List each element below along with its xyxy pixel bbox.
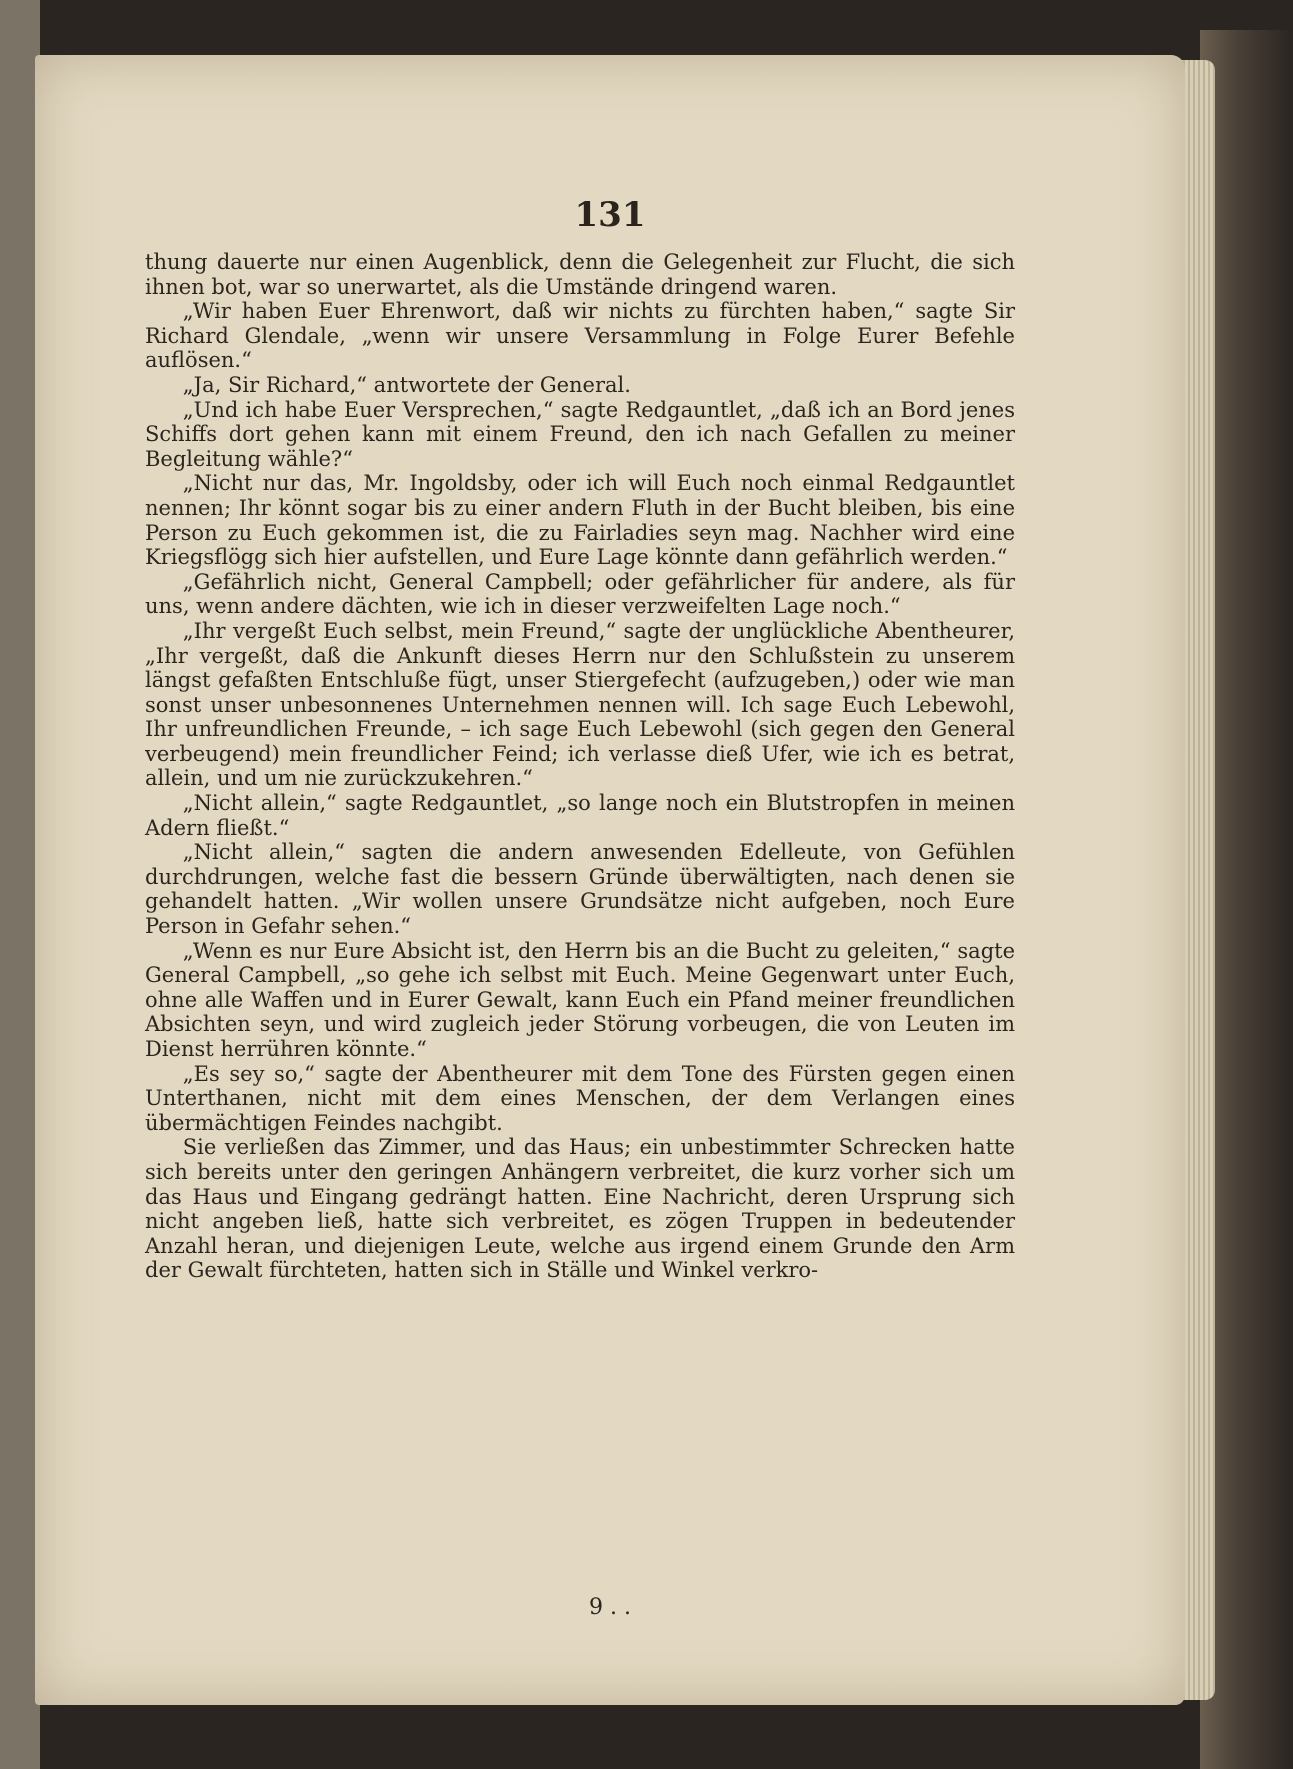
paragraph: „Nicht allein,“ sagte Redgauntlet, „so lange noch ein Blutstropfen in meinen Adern fließt.“ [145,791,1015,840]
paragraph: „Es sey so,“ sagte der Abentheurer mit dem Tone des Fürsten gegen einen Unterthanen, nicht mit dem eines Menschen, der dem Verlangen eines übermächtigen Feindes nachgibt. [145,1061,1015,1135]
book-page [35,55,1185,1705]
paragraph: thung dauerte nur einen Augenblick, denn die Gelegenheit zur Flucht, die sich ihnen bot, war so unerwartet, als die Umstände dringend waren. [145,250,1015,299]
paragraph: „Nicht allein,“ sagten die andern anwesenden Edelleute, von Gefühlen durchdrungen, welche fast die bessern Gründe überwältigten, nach denen sie gehandelt hatten. „Wir wollen unsere Grundsätze nicht aufgeben, noch Eure Person in Gefahr sehen.“ [145,840,1015,939]
paragraph: „Gefährlich nicht, General Campbell; oder gefährlicher für andere, als für uns, wenn andere dächten, wie ich in dieser verzweifelten Lage noch.“ [145,569,1015,619]
signature-mark: 9 . . [589,1595,631,1620]
paragraph: „Ihr vergeßt Euch selbst, mein Freund,“ sagte der unglückliche Abentheurer, „Ihr vergeßt, daß die Ankunft dieses Herrn nur den Schlußstein zu unserem längst gefaßten Entschluße fügt, unser Stiergefecht (aufzugeben,) oder wie man sonst unser unbesonnenes Unternehmen nennen will. Ich sage Euch Lebewohl, Ihr unfreundlichen Freunde, – ich sage Euch Lebewohl (sich gegen den General verbeugend) mein freundlicher Feind; ich verlasse dieß Ufer, wie ich es betrat, allein, und um nie zurückzukehren.“ [145,618,1015,791]
paragraph: „Wenn es nur Eure Absicht ist, den Herrn bis an die Bucht zu geleiten,“ sagte General Campbell, „so gehe ich selbst mit Euch. Meine Gegenwart unter Euch, ohne alle Waffen und in Eurer Gewalt, kann Euch ein Pfand meiner freundlichen Absichten seyn, und wird zugleich jeder Störung vorbeugen, die von Leuten im Dienst herrühren könnte.“ [145,938,1015,1061]
book-cover-left [0,0,40,1769]
text-block [145,250,1015,1283]
paragraph: Sie verließen das Zimmer, und das Haus; ein unbestimmter Schrecken hatte sich bereits unter den geringen Anhängern verbreitet, die kurz vorher sich um das Haus und Eingang gedrängt hatten. Eine Nachricht, deren Ursprung sich nicht angeben ließ, hatte sich verbreitet, es zögen Truppen in bedeutender Anzahl heran, und diejenigen Leute, welche aus irgend einem Grunde den Arm der Gewalt fürchteten, hatten sich in Ställe und Winkel verkro- [145,1135,1015,1283]
paragraph: „Und ich habe Euer Versprechen,“ sagte Redgauntlet, „daß ich an Bord jenes Schiffs dort gehen kann mit einem Freund, den ich nach Gefallen zu meiner Begleitung wähle?“ [145,397,1015,471]
paragraph: „Ja, Sir Richard,“ antwortete der General. [182,372,631,397]
page-number: 131 [574,195,646,235]
paragraph: „Nicht nur das, Mr. Ingoldsby, oder ich will Euch noch einmal Redgauntlet nennen; Ihr könnt sogar bis zu einer andern Fluth in der Bucht bleiben, bis eine Person zu Euch gekommen ist, die zu Fairladies seyn mag. Nachher wird eine Kriegsflögg sich hier aufstellen, und Eure Lage könnte dann gefährlich werden.“ [145,471,1015,570]
paragraph: „Wir haben Euer Ehrenwort, daß wir nichts zu fürchten haben,“ sagte Sir Richard Glendale, „wenn wir unsere Versammlung in Folge Eurer Befehle auflösen.“ [145,299,1015,373]
